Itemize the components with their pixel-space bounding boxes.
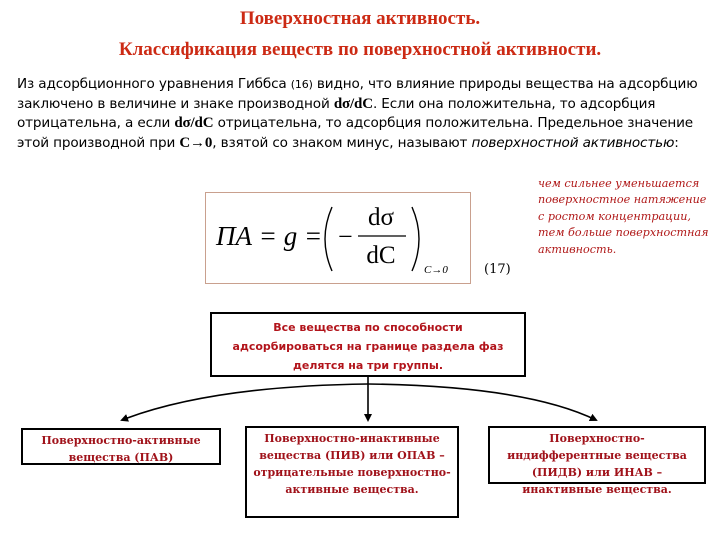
side-note: чем сильнее уменьшается поверхностное натяжение с ростом концентрации, тем больше поверхностная активность. — [538, 177, 709, 256]
intro-text-1: Из адсорбционного уравнения Гиббса — [17, 76, 291, 92]
intro-text-6: : — [674, 134, 679, 151]
formula-lhs: ПА = g = — [216, 221, 323, 251]
classification-root-box: Все вещества по способности адсорбироваться на границе раздела фаз делятся на три группы. — [210, 312, 526, 377]
equation-number: (17) — [484, 262, 511, 277]
formula-denominator: dC — [366, 242, 396, 269]
intro-text-5: , взятой со знаком минус, называют — [212, 134, 472, 151]
group-pidv-box: Поверхностно-индифферентные вещества (ПИДВ) или ИНАВ – инактивные вещества. — [488, 426, 706, 484]
intro-text-3: . Если она положительна, то адсорбция отрицательна, а если — [17, 95, 656, 131]
derivative-symbol: dσ/dC — [333, 95, 373, 112]
gibbs-equation-ref: (16) — [290, 78, 313, 91]
title-line-1: Поверхностная активность. — [239, 8, 481, 29]
group-piv-box: Поверхностно-инактивные вещества (ПИВ) или ОПАВ – отрицательные поверхностно-активные вещества. — [245, 426, 459, 518]
intro-text-4: отрицательна, то адсорбция положительна. Предельное значение этой производной при — [17, 115, 694, 151]
derivative-symbol: dσ/dC — [174, 115, 214, 131]
arrow-right — [368, 384, 596, 420]
group-pav-box: Поверхностно-активные вещества (ПАВ) — [21, 428, 221, 465]
title-line-2: Классификация веществ по поверхностной активности. — [118, 39, 602, 60]
formula-subscript: C→0 — [424, 264, 448, 276]
arrow-left — [122, 384, 368, 420]
formula-minus: − — [338, 222, 353, 251]
limit-symbol: C→0 — [179, 134, 213, 151]
intro-text-2: видно, что влияние природы вещества на адсорбцию заключено в величине и знаке производной — [17, 76, 698, 112]
formula-numerator: dσ — [368, 204, 394, 231]
surface-activity-term: поверхностной активностью — [471, 134, 675, 151]
